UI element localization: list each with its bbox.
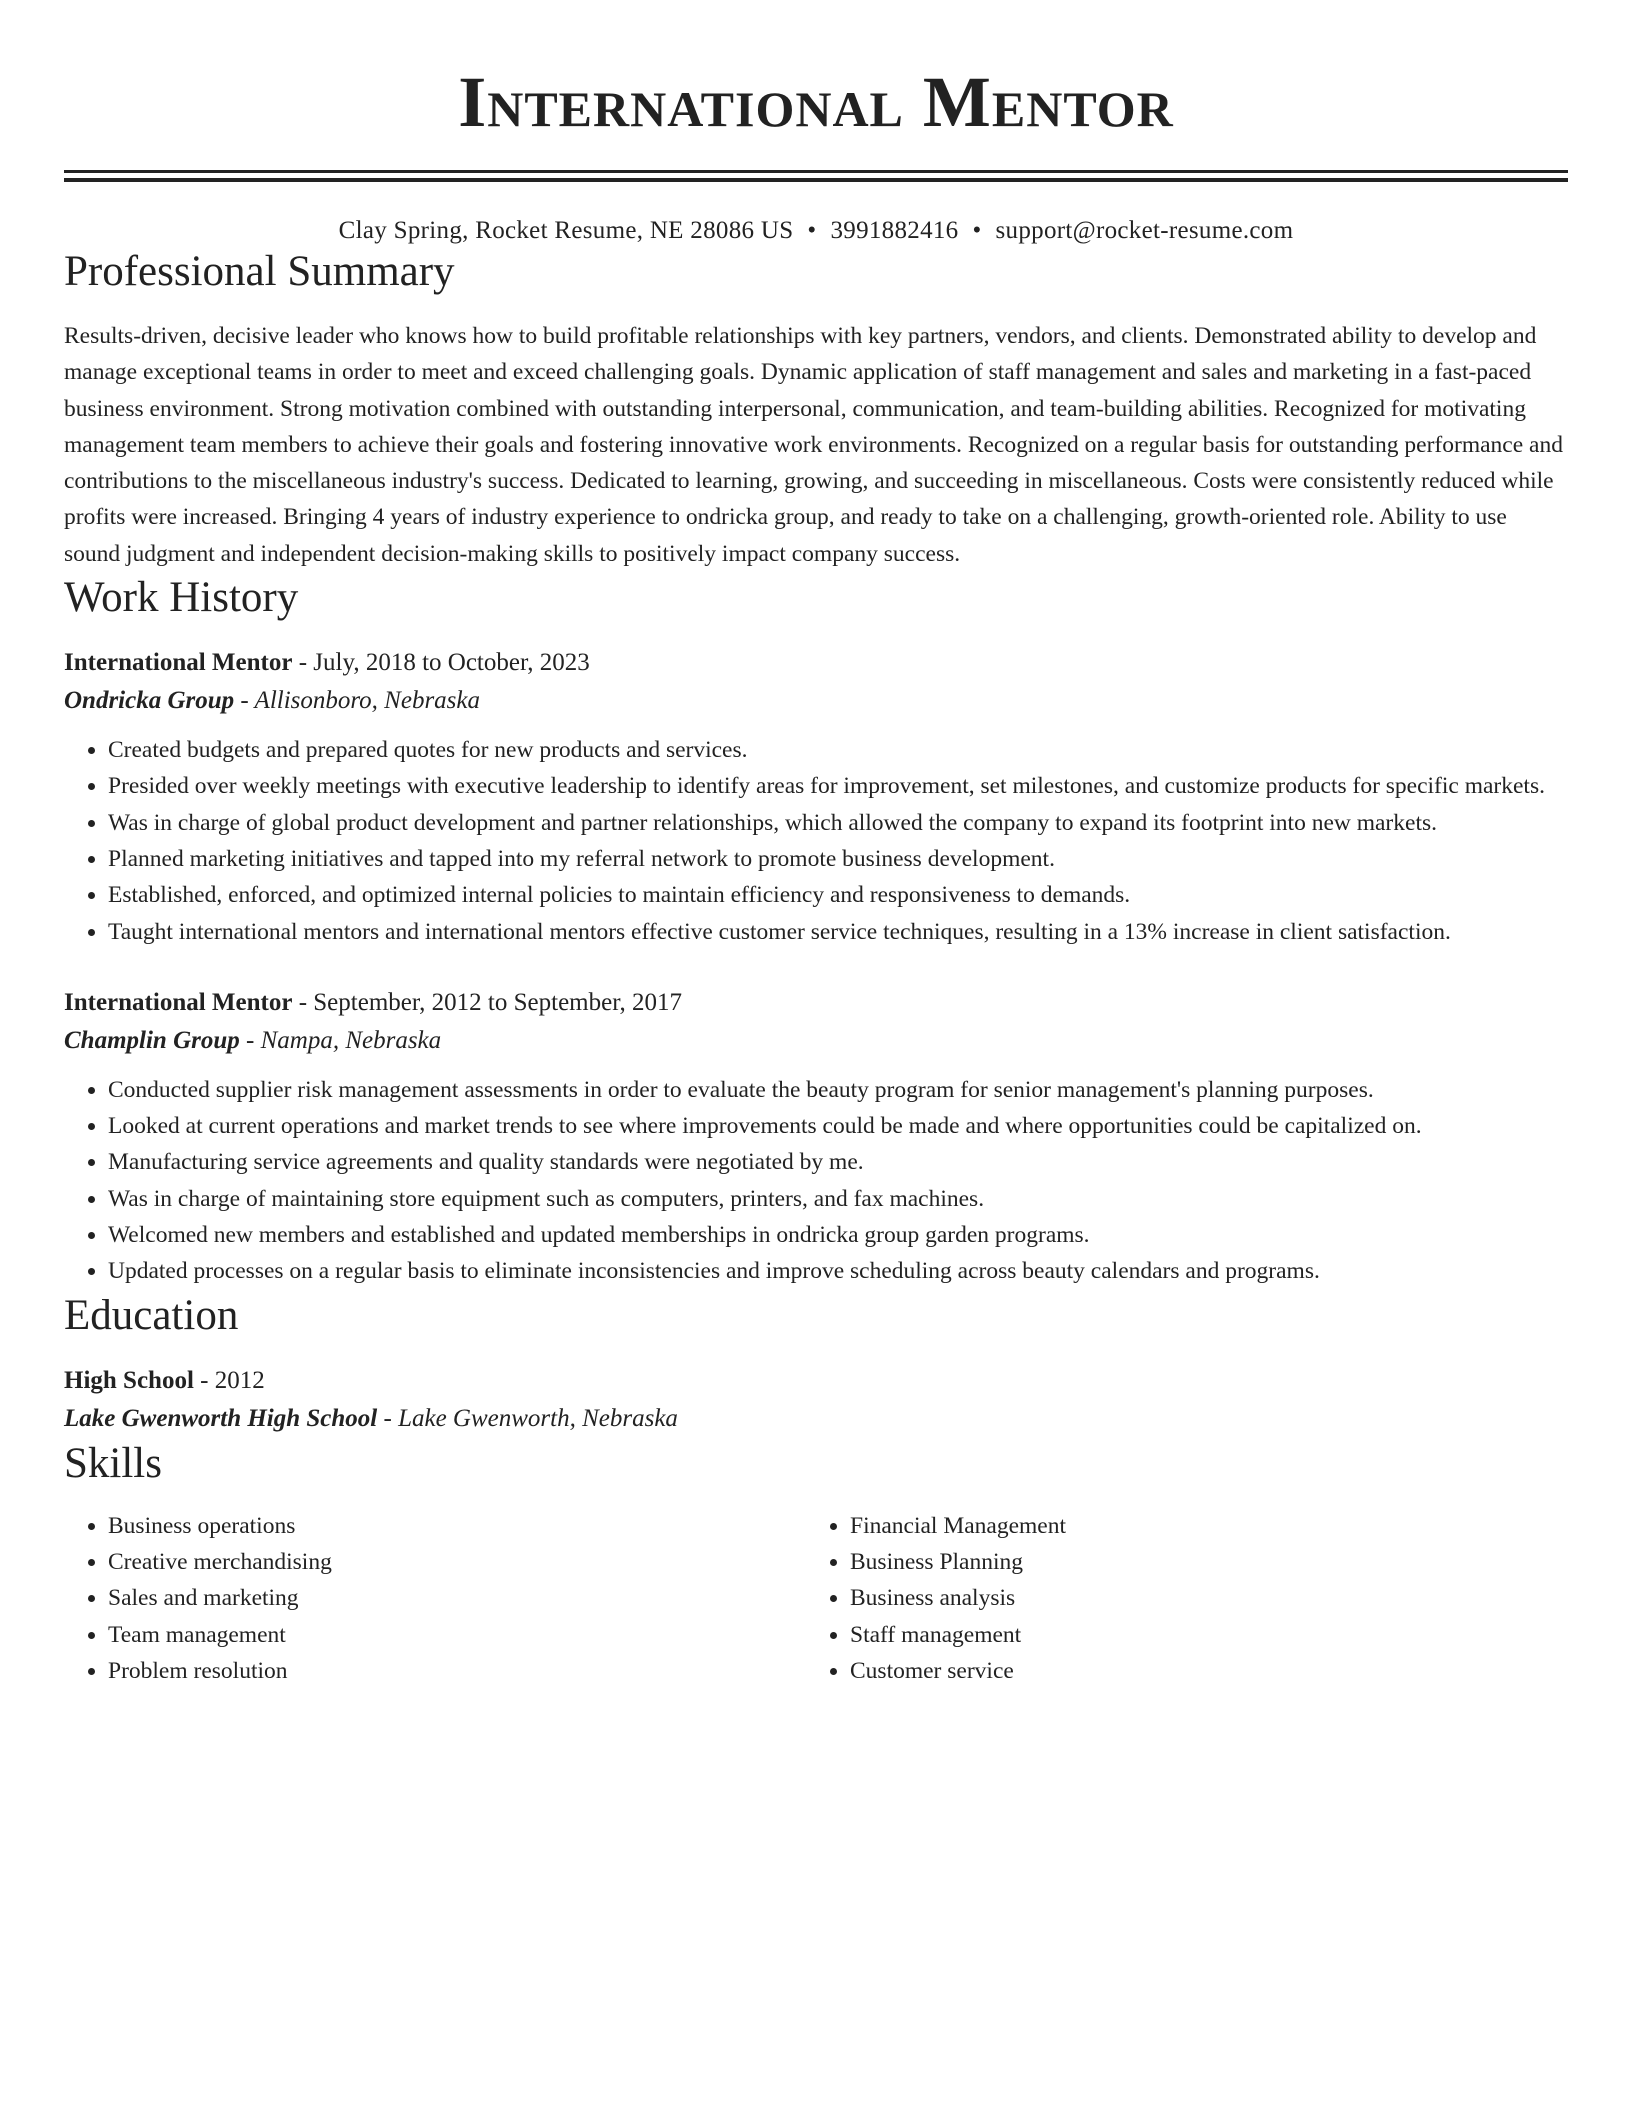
contact-line: [64, 216, 1568, 246]
education-entry: [64, 1362, 1568, 1438]
education-location: - Lake Gwenworth, Nebraska: [377, 1404, 678, 1432]
education-school-line: [64, 1400, 1568, 1438]
skill-item: • Customer service: [850, 1653, 1548, 1689]
job-company-line: [64, 1022, 1568, 1060]
skills-list-right: [806, 1508, 1548, 1689]
education-degree: High School: [64, 1366, 194, 1394]
job-title-line: [64, 644, 1568, 682]
skills-columns: [64, 1508, 1568, 1689]
job-bullet: • Manufacturing service agreements and quality standards were negotiated by me.: [108, 1144, 1568, 1180]
summary-text: Results-driven, decisive leader who knows how to build profitable relationships with key partners, vendors, and clients. Demonstrated ability to develop and manage exceptional teams in order to meet and exceed challenging goals. Dynamic application of staff management and sales and marketing in a fast-paced business environment. Strong motivation combined with outstanding interpersonal, communication, and team-building abilities. Recognized for motivating management team members to achieve their goals and fostering innovative work environments. Recognized on a regular basis for outstanding performance and contributions to the miscellaneous industry's success. Dedicated to learning, growing, and succeeding in miscellaneous. Costs were consistently reduced while profits were increased. Bringing 4 years of industry experience to ondricka group, and ready to take on a challenging, growth-oriented role. Ability to use sound judgment and independent decision-making skills to positively impact company success.: [64, 323, 1563, 567]
section-title-skills: Skills: [64, 1439, 162, 1487]
section-title-education: Education: [64, 1291, 239, 1339]
job-bullet: • Created budgets and prepared quotes for new products and services.: [108, 732, 1568, 768]
skill-item: • Sales and marketing: [108, 1580, 806, 1616]
job-bullet: • Updated processes on a regular basis to eliminate inconsistencies and improve scheduling across beauty calendars and programs.: [108, 1253, 1568, 1289]
skills-list-left: [64, 1508, 806, 1689]
job-dates: - July, 2018 to October, 2023: [292, 649, 590, 677]
job-company-line: [64, 682, 1568, 720]
skill-item: • Business Planning: [850, 1544, 1548, 1580]
job-location: - Nampa, Nebraska: [239, 1026, 442, 1054]
job-bullet: • Established, enforced, and optimized internal policies to maintain efficiency and responsiveness to demands.: [108, 877, 1568, 913]
job-bullet: • Planned marketing initiatives and tapped into my referral network to promote business development.: [108, 841, 1568, 877]
skill-item: • Staff management: [850, 1617, 1548, 1653]
job-location: - Allisonboro, Nebraska: [234, 687, 481, 715]
header-divider: [64, 170, 1568, 182]
job-bullet: • Welcomed new members and established and updated memberships in ondricka group garden programs.: [108, 1217, 1568, 1253]
job-bullet: • Taught international mentors and international mentors effective customer service techniques, resulting in a 13% increase in client satisfaction.: [108, 914, 1568, 950]
job-position: International Mentor: [64, 988, 293, 1016]
education-degree-line: [64, 1362, 1568, 1400]
job-title-line: [64, 984, 1568, 1022]
job-bullet: • Looked at current operations and market trends to see where improvements could be made and where opportunities could be capitalized on.: [108, 1108, 1568, 1144]
section-title-summary: Professional Summary: [64, 248, 455, 295]
section-title-work: Work History: [64, 574, 299, 622]
contact-separator: •: [807, 217, 817, 244]
contact-address: Clay Spring, Rocket Resume, NE 28086 US: [338, 217, 794, 244]
contact-separator: •: [972, 217, 982, 244]
skill-item: • Business analysis: [850, 1580, 1548, 1616]
contact-email: support@rocket-resume.com: [995, 217, 1294, 244]
job-position: International Mentor: [64, 649, 293, 677]
job-company: Ondricka Group: [64, 687, 235, 715]
job-bullet: • Conducted supplier risk management assessments in order to evaluate the beauty program for senior management's planning purposes.: [108, 1072, 1568, 1108]
job-bullets: [64, 1072, 1568, 1290]
skill-item: • Creative merchandising: [108, 1544, 806, 1580]
job-bullet: • Was in charge of global product development and partner relationships, which allowed the company to expand its footprint into new markets.: [108, 805, 1568, 841]
education-school: Lake Gwenworth High School: [64, 1404, 378, 1432]
resume-name: International Mentor: [458, 62, 1174, 142]
job-dates: - September, 2012 to September, 2017: [292, 988, 683, 1016]
job-bullet: • Presided over weekly meetings with executive leadership to identify areas for improvement, set milestones, and customize products for specific markets.: [108, 768, 1568, 804]
job-bullet: • Was in charge of maintaining store equipment such as computers, printers, and fax machines.: [108, 1181, 1568, 1217]
job-bullets: [64, 732, 1568, 950]
skill-item: • Financial Management: [850, 1508, 1548, 1544]
job-entry: [64, 644, 1568, 950]
job-entry: [64, 984, 1568, 1290]
skill-item: • Team management: [108, 1617, 806, 1653]
education-year: - 2012: [193, 1366, 265, 1394]
job-company: Champlin Group: [64, 1026, 240, 1054]
skill-item: • Problem resolution: [108, 1653, 806, 1689]
contact-phone: 3991882416: [830, 217, 959, 244]
skill-item: • Business operations: [108, 1508, 806, 1544]
